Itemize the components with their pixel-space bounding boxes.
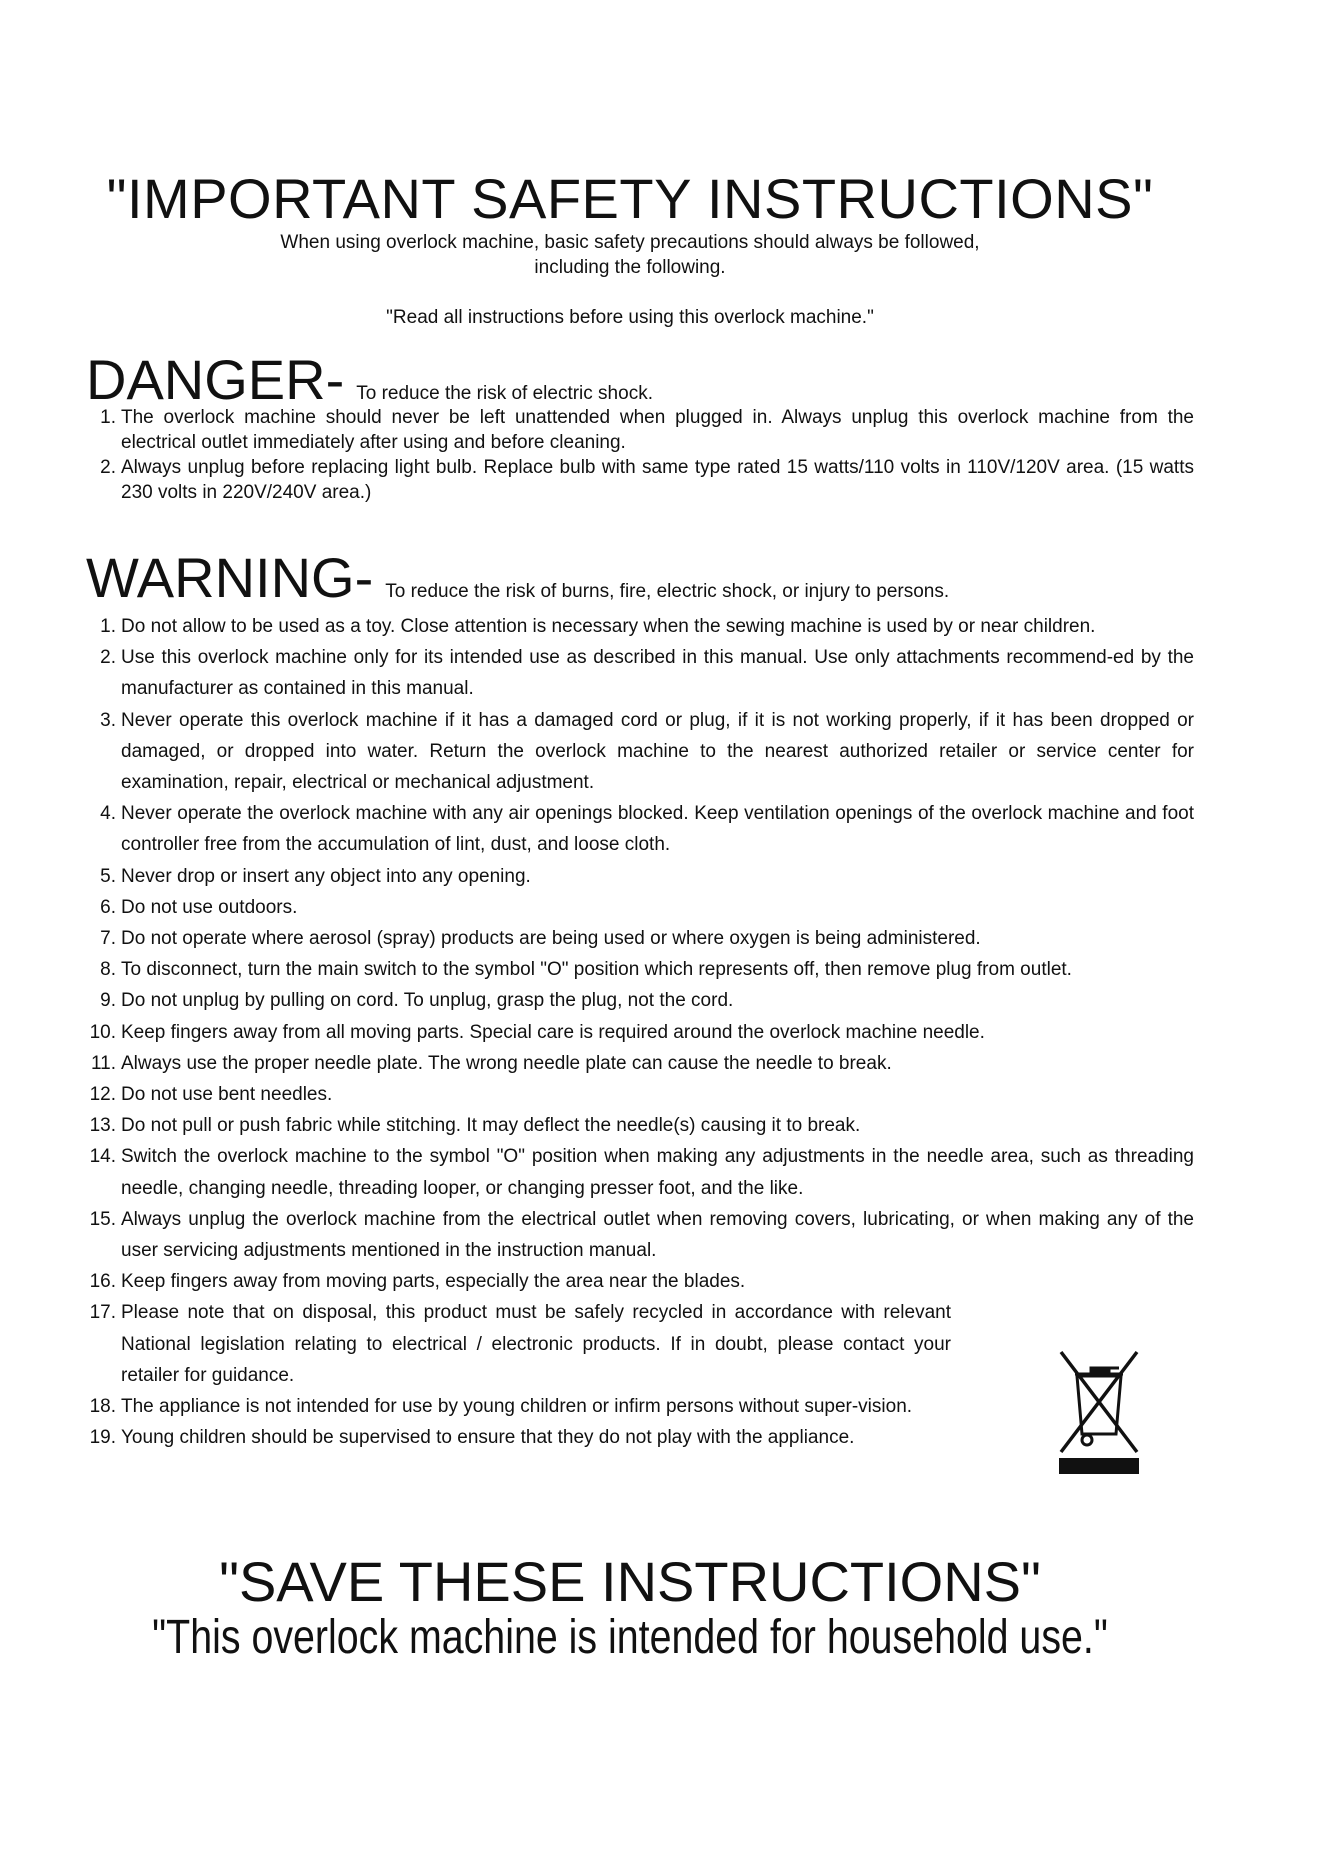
item-number: 1. [100, 616, 116, 637]
item-number: 6. [100, 896, 116, 918]
list-item [86, 1266, 1194, 1297]
list-item [86, 861, 1194, 892]
danger-heading [86, 350, 653, 410]
item-text: Do not unplug by pulling on cord. To unplug, grasp the plug, not the cord. [121, 990, 734, 1012]
household-use-notice: "This overlock machine is intended for household use." [152, 1611, 1108, 1664]
item-text: Please note that on disposal, this product must be safely recycled in accordance with relevant National legislation relating to electrical / electronic products. If in doubt, please contact your retailer for guidance. [121, 1302, 951, 1386]
item-text: Do not pull or push fabric while stitching. It may deflect the needle(s) causing it to break. [121, 1115, 861, 1137]
item-text: Never operate the overlock machine with any air openings blocked. Keep ventilation openings of the overlock machine and foot controller free from the accumulation of lint, dust, and loose cloth. [121, 803, 1194, 856]
item-number: 19. [89, 1427, 116, 1449]
item-number: 10. [89, 1021, 116, 1043]
list-item [86, 642, 1194, 704]
item-number: 15. [89, 1208, 116, 1230]
list-item [86, 1079, 1194, 1110]
item-number: 13. [89, 1115, 116, 1137]
item-number: 1. [100, 407, 116, 428]
item-text: Do not use bent needles. [121, 1084, 333, 1106]
item-number: 2. [100, 647, 116, 669]
item-number: 8. [100, 959, 116, 981]
intro-line-2: including the following. [534, 257, 726, 278]
item-number: 2. [100, 457, 116, 478]
item-number: 9. [100, 990, 116, 1012]
item-number: 4. [100, 803, 116, 825]
warning-list [86, 611, 1194, 1453]
item-text: The appliance is not intended for use by young children or infirm persons without super-vision. [121, 1396, 913, 1418]
list-item [86, 1422, 951, 1453]
item-number: 5. [100, 865, 116, 887]
item-text: Use this overlock machine only for its intended use as described in this manual. Use only attachments recommend-ed by the manufacturer as contained in this manual. [121, 647, 1194, 700]
item-number: 14. [89, 1146, 116, 1168]
item-text: Young children should be supervised to ensure that they do not play with the appliance. [121, 1427, 855, 1449]
crossed-out-wheelie-bin-icon [1057, 1348, 1141, 1474]
warning-subheading: To reduce the risk of burns, fire, electric shock, or injury to persons. [385, 581, 950, 602]
item-text: Keep fingers away from moving parts, especially the area near the blades. [121, 1271, 746, 1293]
list-item [86, 455, 1194, 505]
list-item [86, 1017, 1194, 1048]
item-text: Always unplug before replacing light bulb. Replace bulb with same type rated 15 watts/110 volts in 110V/120V area. (15 watts 230 volts in 220V/240V area.) [121, 457, 1194, 503]
item-text: Switch the overlock machine to the symbol "O" position when making any adjustments in the needle area, such as threading needle, changing needle, threading looper, or changing presser foot, and the like. [121, 1146, 1194, 1199]
intro-line-1: When using overlock machine, basic safety precautions should always be followed, [280, 232, 980, 253]
danger-list [86, 405, 1194, 505]
list-item [86, 405, 1194, 455]
list-item [86, 1391, 951, 1422]
list-item [86, 705, 1194, 799]
item-number: 11. [90, 1052, 116, 1074]
item-text: The overlock machine should never be left unattended when plugged in. Always unplug this overlock machine from the electrical outlet immediately after using and before cleaning. [121, 407, 1194, 453]
item-text: To disconnect, turn the main switch to the symbol "O" position which represents off, then remove plug from outlet. [121, 959, 1072, 981]
item-number: 18. [89, 1396, 116, 1418]
item-number: 3. [100, 709, 116, 731]
list-item [86, 1048, 1194, 1079]
warning-label: WARNING- [86, 546, 374, 609]
item-text: Always use the proper needle plate. The wrong needle plate can cause the needle to break. [121, 1052, 892, 1074]
item-text: Never operate this overlock machine if it has a damaged cord or plug, if it is not working properly, if it has been dropped or damaged, or dropped into water. Return the overlock machine to the nearest authorized retailer or service center for examination, repair, electrical or mechanical adjustment. [121, 709, 1194, 794]
item-text: Keep fingers away from all moving parts. Special care is required around the overlock machine needle. [121, 1021, 985, 1043]
danger-label: DANGER- [86, 348, 345, 411]
warning-heading [86, 548, 949, 608]
save-instructions-title: "SAVE THESE INSTRUCTIONS" [219, 1550, 1041, 1613]
item-text: Do not allow to be used as a toy. Close attention is necessary when the sewing machine is used by or near children. [121, 616, 1096, 637]
item-number: 7. [100, 928, 116, 950]
item-number: 16. [89, 1271, 116, 1293]
list-item [86, 985, 1194, 1016]
list-item [86, 1204, 1194, 1266]
list-item [86, 954, 1194, 985]
list-item [86, 611, 1194, 642]
list-item [86, 923, 1194, 954]
page-title: "IMPORTANT SAFETY INSTRUCTIONS" [106, 167, 1154, 230]
list-item [86, 798, 1194, 860]
danger-subheading: To reduce the risk of electric shock. [356, 383, 653, 404]
item-text: Always unplug the overlock machine from the electrical outlet when removing covers, lubricating, or when making any of the user servicing adjustments mentioned in the instruction manual. [121, 1208, 1194, 1262]
item-text: Never drop or insert any object into any opening. [121, 865, 531, 887]
item-number: 12. [89, 1084, 116, 1106]
list-item [86, 892, 1194, 923]
item-number: 17. [89, 1302, 116, 1324]
list-item [86, 1297, 951, 1391]
list-item [86, 1110, 1194, 1141]
read-all-instructions: "Read all instructions before using this overlock machine." [386, 307, 874, 328]
item-text: Do not operate where aerosol (spray) products are being used or where oxygen is being administered. [121, 928, 981, 950]
list-item [86, 1141, 1194, 1203]
item-text: Do not use outdoors. [121, 896, 298, 918]
